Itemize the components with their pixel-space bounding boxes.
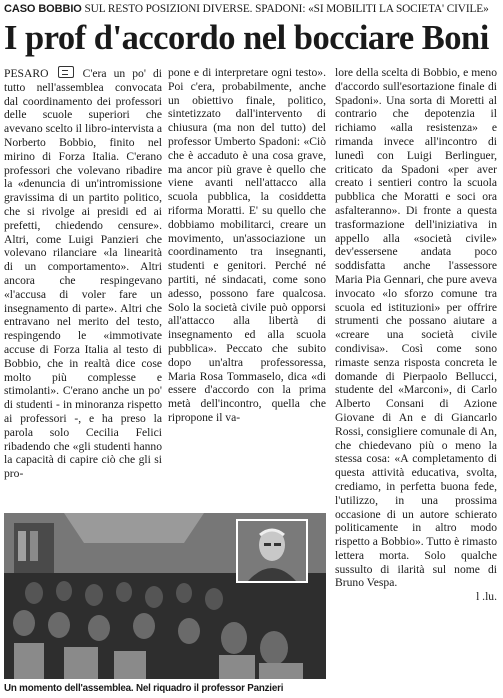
article-column-3 xyxy=(335,66,497,604)
inset-photo-panzieri xyxy=(236,519,308,583)
article-paragraph: lore della scelta di Bobbio, e meno d'accordo sull'esortazione finale di Spadoni». Una sorta di Moretti al contrario che depotenzia il richiamo «alla resistenza» e rimanda invece all'incontro di lunedì con Luigi Berlinguer, criticato da Spadoni «per aver creato i sentieri contro la scuola pubblica che Moratti e soci ora asfalteranno». Di fronte a questa trasformazione dell'iniziativa in appello alla «società civile» dev'essersene andata poco soddisfatta anche l'assessore Maria Pia Gennari, che pure aveva invocato «lo sforzo comune tra scuola ed istituzioni» per offrire strumenti che possano aiutare a «creare una società civile condivisa». Così come sono rimaste senza risposta concreta le domande di Pierpaolo Bellucci, studente del «Marconi», di Carlo Alberto Consani di Azione Giovane di An e di Giancarlo Rossi, consigliere comunale di An, che chiedevano più o meno la stessa cosa: «A completamento di questa attività educativa, svolta, crediamo, in perfetta buona fede, l'utilizzo, in una prossima occasione di un autore schierato politicamente in altro modo rispetto a Bobbio». Tutto è rimasto lettera morta. Solo qualche sussulto di ilarità sul nome di Bruno Vespa. xyxy=(335,66,497,590)
article-text: C'era un po' di tutto nell'assemblea convocata dal coordinamento dei professori delle scuole superiori che avevano scelto il libro-intervista a Norberto Bobbio, finito nel mirino di Forza Italia. C'erano professori che volevano ribadire la «denuncia di un'intromissione gravissima di un partito politico, che si rivolge ai presidi ed ai prefetti, chiedendo censure». Altri, come Luigi Panzieri che volevano rilanciare «la linearità di un comportamento». Altri ancora che respingevano «l'accusa di voler fare un insegnamento di parte». Altri che entravano nel merito del testo, respingendo le «immotivate accuse di Forza Italia al testo di Bobbio, che in realtà dice cose molto più complesse e stimolanti». C'erano anche un po' di studenti - in minoranza rispetto ai professori -, e ha preso la parola solo Cecilia Felici ribadendo che «gli studenti hanno la capacità di capire ciò che gli si pro- xyxy=(4,67,163,481)
inset-portrait xyxy=(238,521,306,581)
kicker xyxy=(4,3,499,15)
article-paragraph: pone e di interpretare ogni testo». Poi c'era, probabilmente, anche un obiettivo finale, politico, sintetizzato dall'intervento di chiusura (ma non del tutto) del professor Umberto Spadoni: «Ciò che è accaduto è una cosa grave, ma ancor più grave è quello che viene avanti nell'attacco alla scuola pubblica, la cosiddetta riforma Moratti. E' su quello che dobbiamo mobilitarci, creare un movimento, un'associazione un coordinamento tra insegnanti, studenti e genitori. Perché né partiti, né sindacati, come sono adesso, possono fare qualcosa. Solo la società civile può opporsi all'attacco alla libertà di insegnamento ed alla scuola pubblica». Peccato che subito dopo un'altra professoressa, Maria Rosa Tommaselo, dica «di essere d'accordo con la prima metà dell'incontro, quella che ripropone il va- xyxy=(168,66,326,424)
kicker-section: CASO BOBBIO xyxy=(4,3,82,15)
article-column-2 xyxy=(168,66,326,425)
newspaper-logo-icon xyxy=(58,66,74,78)
kicker-text: SUL RESTO POSIZIONI DIVERSE. SPADONI: «SI MOBILITI LA SOCIETA' CIVILE» xyxy=(84,3,489,15)
photo-caption: Un momento dell'assemblea. Nel riquadro il professor Panzieri xyxy=(4,683,284,694)
article-paragraph xyxy=(4,66,162,481)
article-column-1 xyxy=(4,66,162,481)
headline: I prof d'accordo nel bocciare Boni xyxy=(4,19,489,57)
dateline: PESARO xyxy=(4,67,49,80)
author-signature: l .lu. xyxy=(476,590,497,604)
